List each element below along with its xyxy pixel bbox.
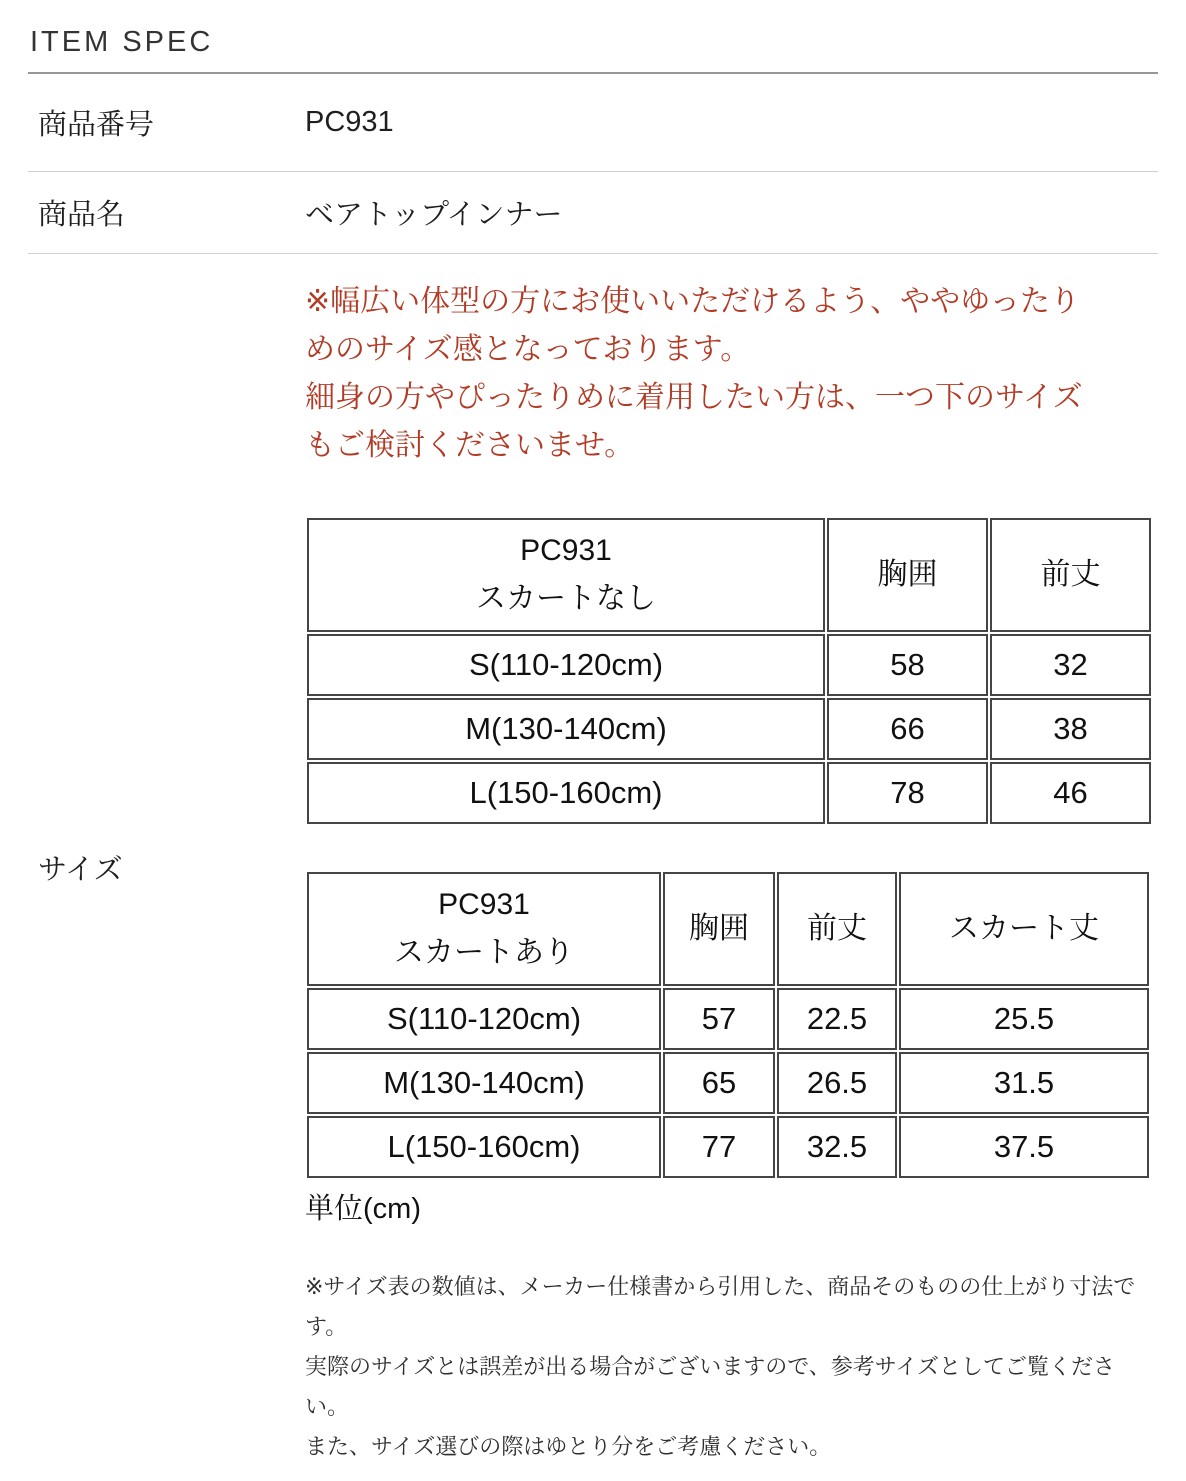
size-cell: S(110-120cm) — [307, 634, 825, 696]
table-title-cell — [307, 872, 661, 986]
value-cell: 26.5 — [777, 1052, 897, 1114]
column-header-front-length: 前丈 — [990, 518, 1151, 632]
size-table-with-skirt — [305, 870, 1151, 1180]
size-content — [305, 254, 1158, 1481]
table-row — [307, 634, 1151, 696]
value-cell: 66 — [827, 698, 988, 760]
unit-note: 単位(cm) — [305, 1193, 421, 1225]
column-header-chest: 胸囲 — [827, 518, 988, 632]
size-cell: L(150-160cm) — [307, 762, 825, 824]
table-title-line: スカートなし — [476, 582, 656, 615]
size-warning-line: もご検討くださいませ。 — [305, 429, 635, 462]
size-warning-line: めのサイズ感となっております。 — [305, 333, 751, 366]
spec-row-product-number — [28, 74, 1158, 172]
product-name-value: ベアトップインナー — [305, 199, 563, 231]
size-cell: M(130-140cm) — [307, 1052, 661, 1114]
table-row — [307, 1052, 1149, 1114]
value-cell: 22.5 — [777, 988, 897, 1050]
spec-row-product-name — [28, 172, 1158, 254]
table-title-line: PC931 — [520, 534, 612, 567]
table-header-row — [307, 872, 1149, 986]
table-title-line: PC931 — [438, 888, 530, 921]
table-row — [307, 762, 1151, 824]
value-cell: 32.5 — [777, 1116, 897, 1178]
table-header-row — [307, 518, 1151, 632]
value-cell: 37.5 — [899, 1116, 1149, 1178]
value-cell: 57 — [663, 988, 775, 1050]
size-cell: L(150-160cm) — [307, 1116, 661, 1178]
product-name-label: 商品名 — [38, 199, 126, 231]
footnote-line: 実際のサイズとは誤差が出る場合がございますので、参考サイズとしてご覧ください。 — [305, 1354, 1116, 1419]
size-cell: M(130-140cm) — [307, 698, 825, 760]
column-header-chest: 胸囲 — [663, 872, 775, 986]
value-cell: 46 — [990, 762, 1151, 824]
table-row — [307, 988, 1149, 1050]
product-number-value: PC931 — [305, 106, 394, 138]
size-warning-note — [305, 278, 1158, 470]
value-cell: 65 — [663, 1052, 775, 1114]
size-footnotes — [305, 1267, 1158, 1467]
footnote-line: また、サイズ選びの際はゆとり分をご考慮ください。 — [305, 1434, 832, 1459]
value-cell: 77 — [663, 1116, 775, 1178]
spec-row-size — [28, 254, 1158, 1481]
size-table-no-skirt — [305, 516, 1153, 826]
table-row — [307, 1116, 1149, 1178]
value-cell: 38 — [990, 698, 1151, 760]
value-cell: 58 — [827, 634, 988, 696]
size-warning-line: 細身の方やぴったりめに着用したい方は、一つ下のサイズ — [305, 381, 1083, 414]
product-number-label: 商品番号 — [38, 109, 155, 141]
size-label: サイズ — [38, 854, 123, 886]
table-title-cell — [307, 518, 825, 632]
table-title-line: スカートあり — [394, 936, 574, 969]
value-cell: 32 — [990, 634, 1151, 696]
footnote-line: ※サイズ表の数値は、メーカー仕様書から引用した、商品そのものの仕上がり寸法です。 — [305, 1274, 1136, 1339]
page-title: ITEM SPEC — [30, 26, 214, 58]
spec-area — [28, 74, 1158, 1481]
table-row — [307, 698, 1151, 760]
size-warning-line: ※幅広い体型の方にお使いいただけるよう、ややゆったり — [305, 285, 1080, 318]
column-header-skirt-length: スカート丈 — [899, 872, 1149, 986]
value-cell: 25.5 — [899, 988, 1149, 1050]
size-cell: S(110-120cm) — [307, 988, 661, 1050]
value-cell: 31.5 — [899, 1052, 1149, 1114]
value-cell: 78 — [827, 762, 988, 824]
column-header-front-length: 前丈 — [777, 872, 897, 986]
